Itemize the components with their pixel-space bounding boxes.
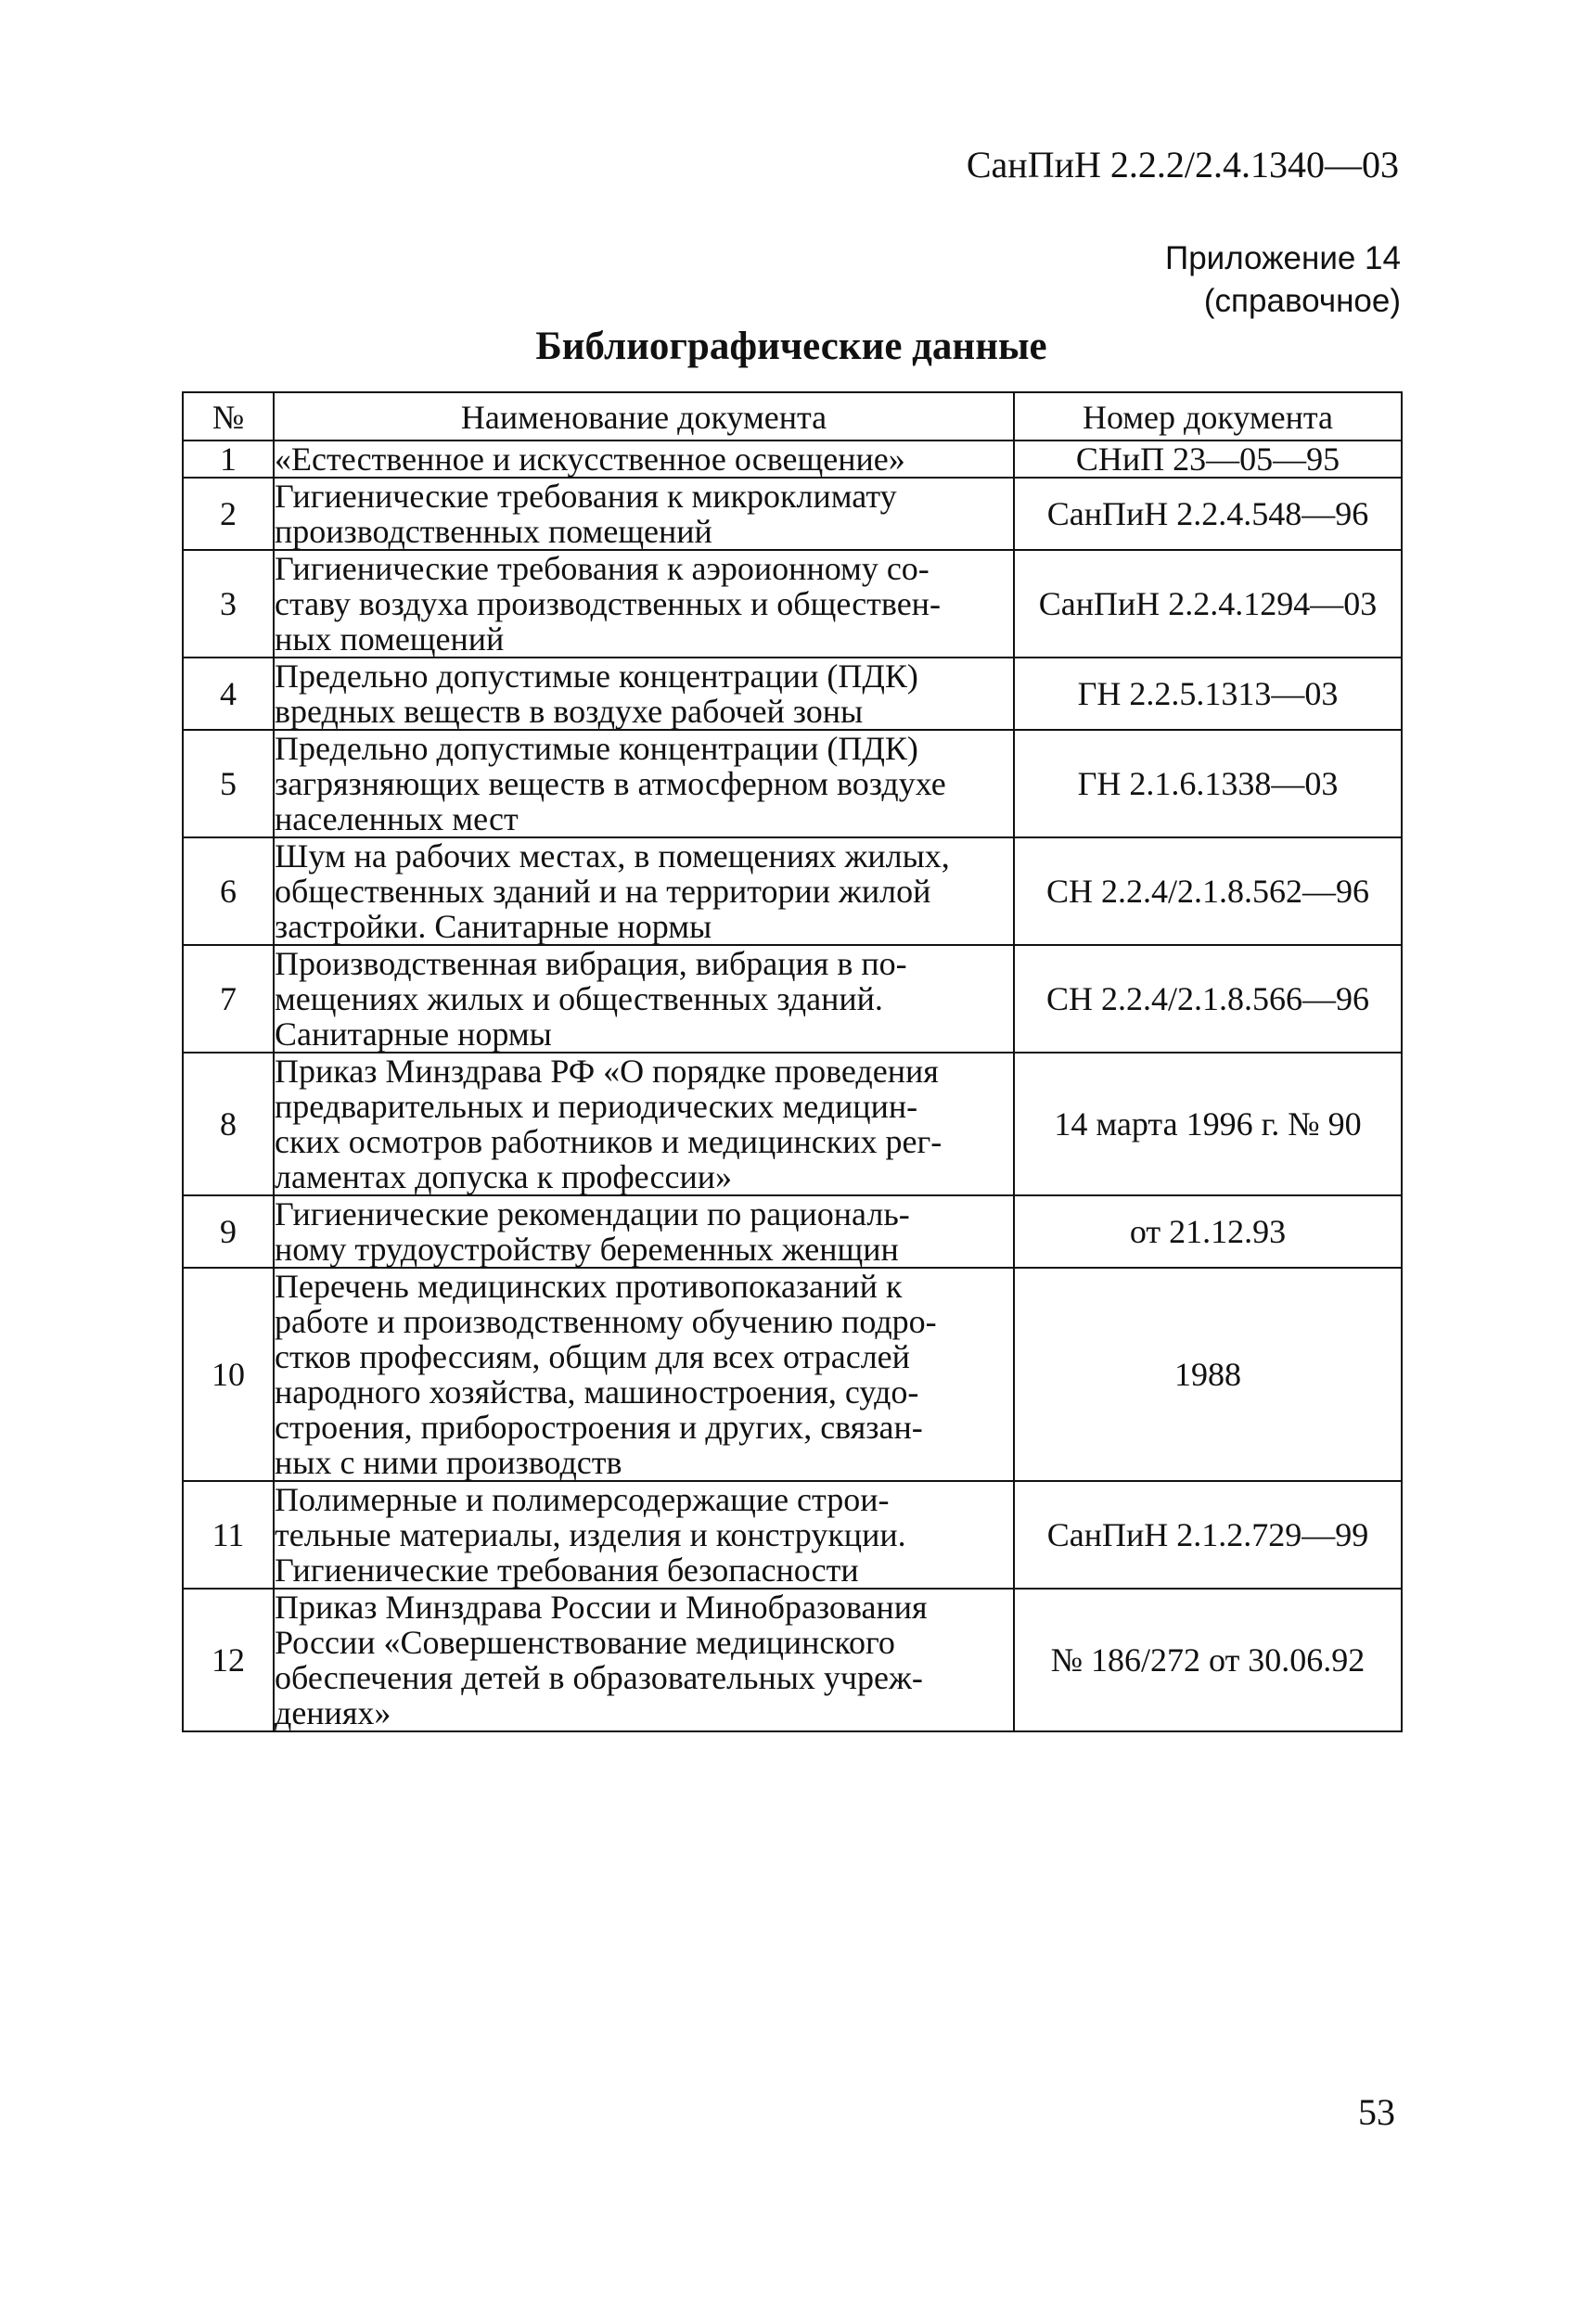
appendix-number: Приложение 14 xyxy=(1165,240,1401,276)
document-name-line: стков профессиям, общим для всех отраслей xyxy=(275,1338,910,1375)
document-number: 1988 xyxy=(1014,1268,1402,1481)
document-name-line: вредных веществ в воздухе рабочей зоны xyxy=(275,693,864,730)
document-number: СНиП 23—05—95 xyxy=(1014,441,1402,478)
document-name-line: Санитарные нормы xyxy=(275,1015,552,1053)
document-name-line: тельные материалы, изделия и конструкции. xyxy=(275,1516,906,1553)
document-name xyxy=(274,478,1014,550)
row-number: 9 xyxy=(183,1195,274,1268)
table-row xyxy=(183,1589,1402,1731)
document-code: СанПиН 2.2.2/2.4.1340—03 xyxy=(966,144,1399,185)
document-number: № 186/272 от 30.06.92 xyxy=(1014,1589,1402,1731)
document-name-line: Гигиенические требования безопасности xyxy=(275,1551,859,1589)
page-number: 53 xyxy=(1358,2091,1395,2133)
document-name-line: Предельно допустимые концентрации (ПДК) xyxy=(275,658,918,695)
document-name-line: ных помещений xyxy=(275,620,505,658)
row-number: 5 xyxy=(183,730,274,837)
document-name-line: ному трудоустройству беременных женщин xyxy=(275,1231,899,1268)
document-name-line: ных с ними производств xyxy=(275,1444,622,1481)
document-name-line: предварительных и периодических медицин- xyxy=(275,1088,918,1125)
document-name xyxy=(274,1053,1014,1195)
document-name-line: Предельно допустимые концентрации (ПДК) xyxy=(275,730,918,767)
document-name-line: загрязняющих веществ в атмосферном воздухе xyxy=(275,765,946,802)
row-number: 10 xyxy=(183,1268,274,1481)
table-row xyxy=(183,730,1402,837)
table-row xyxy=(183,1268,1402,1481)
document-name xyxy=(274,658,1014,730)
document-number: от 21.12.93 xyxy=(1014,1195,1402,1268)
document-name-line: Гигиенические требования к микроклимату xyxy=(275,478,897,515)
row-number: 2 xyxy=(183,478,274,550)
column-header-code: Номер документа xyxy=(1014,392,1402,441)
table-row xyxy=(183,1195,1402,1268)
row-number: 3 xyxy=(183,550,274,658)
document-name-line: производственных помещений xyxy=(275,513,712,550)
table-row xyxy=(183,1053,1402,1195)
document-name-line: Полимерные и полимерсодержащие строи- xyxy=(275,1481,890,1518)
document-name-line: населенных мест xyxy=(275,800,519,837)
document-name xyxy=(274,441,1014,478)
document-name xyxy=(274,1481,1014,1589)
row-number: 1 xyxy=(183,441,274,478)
document-name-line: общественных зданий и на территории жилой xyxy=(275,873,931,910)
table-row xyxy=(183,837,1402,945)
document-number: СанПиН 2.1.2.729—99 xyxy=(1014,1481,1402,1589)
table-row xyxy=(183,945,1402,1053)
document-name-line: России «Совершенствование медицинского xyxy=(275,1624,895,1661)
table-row xyxy=(183,441,1402,478)
column-header-number: № xyxy=(183,392,274,441)
document-number: ГН 2.2.5.1313—03 xyxy=(1014,658,1402,730)
document-name-line: Перечень медицинских противопоказаний к xyxy=(275,1268,903,1305)
document-number: ГН 2.1.6.1338—03 xyxy=(1014,730,1402,837)
document-name-line: Гигиенические требования к аэроионному со- xyxy=(275,550,930,587)
appendix-type: (справочное) xyxy=(1203,283,1401,319)
appendix-label xyxy=(1165,237,1401,323)
document-name-line: народного хозяйства, машиностроения, судо- xyxy=(275,1373,919,1411)
document-name-line: обеспечения детей в образовательных учреж- xyxy=(275,1659,923,1696)
document-name-line: ских осмотров работников и медицинских рег- xyxy=(275,1123,942,1160)
row-number: 12 xyxy=(183,1589,274,1731)
document-name-line: Производственная вибрация, вибрация в по- xyxy=(275,945,907,982)
row-number: 6 xyxy=(183,837,274,945)
table-row xyxy=(183,478,1402,550)
document-number: СанПиН 2.2.4.548—96 xyxy=(1014,478,1402,550)
document-name xyxy=(274,1589,1014,1731)
document-name xyxy=(274,1268,1014,1481)
document-name xyxy=(274,730,1014,837)
row-number: 8 xyxy=(183,1053,274,1195)
document-name-line: Шум на рабочих местах, в помещениях жилых, xyxy=(275,837,950,875)
bibliography-table xyxy=(182,391,1403,1732)
row-number: 4 xyxy=(183,658,274,730)
document-name-line: «Естественное и искусственное освещение» xyxy=(275,441,905,478)
table-header-row xyxy=(183,392,1402,441)
document-name-line: работе и производственному обучению подро- xyxy=(275,1303,937,1340)
document-name xyxy=(274,945,1014,1053)
document-name xyxy=(274,837,1014,945)
table-row xyxy=(183,1481,1402,1589)
document-name-line: застройки. Санитарные нормы xyxy=(275,908,712,945)
table-row xyxy=(183,550,1402,658)
document-number: СН 2.2.4/2.1.8.566—96 xyxy=(1014,945,1402,1053)
page-title-text: Библиографические данные xyxy=(535,325,1047,368)
document-name-line: Приказ Минздрава РФ «О порядке проведения xyxy=(275,1053,939,1090)
document-number: СанПиН 2.2.4.1294—03 xyxy=(1014,550,1402,658)
document-name-line: Гигиенические рекомендации по рациональ- xyxy=(275,1195,910,1232)
row-number: 11 xyxy=(183,1481,274,1589)
document-name-line: ставу воздуха производственных и обществен- xyxy=(275,585,941,622)
document-name-line: дениях» xyxy=(275,1694,391,1731)
document-number: СН 2.2.4/2.1.8.562—96 xyxy=(1014,837,1402,945)
document-number: 14 марта 1996 г. № 90 xyxy=(1014,1053,1402,1195)
table-row xyxy=(183,658,1402,730)
document-name-line: ламентах допуска к профессии» xyxy=(275,1158,733,1195)
page-title xyxy=(0,326,1590,366)
document-name xyxy=(274,550,1014,658)
table-body xyxy=(183,441,1402,1731)
document-name xyxy=(274,1195,1014,1268)
document-name-line: мещениях жилых и общественных зданий. xyxy=(275,980,883,1017)
column-header-name: Наименование документа xyxy=(274,392,1014,441)
row-number: 7 xyxy=(183,945,274,1053)
document-name-line: Приказ Минздрава России и Минобразования xyxy=(275,1589,928,1626)
document-name-line: строения, приборостроения и других, связан- xyxy=(275,1409,923,1446)
